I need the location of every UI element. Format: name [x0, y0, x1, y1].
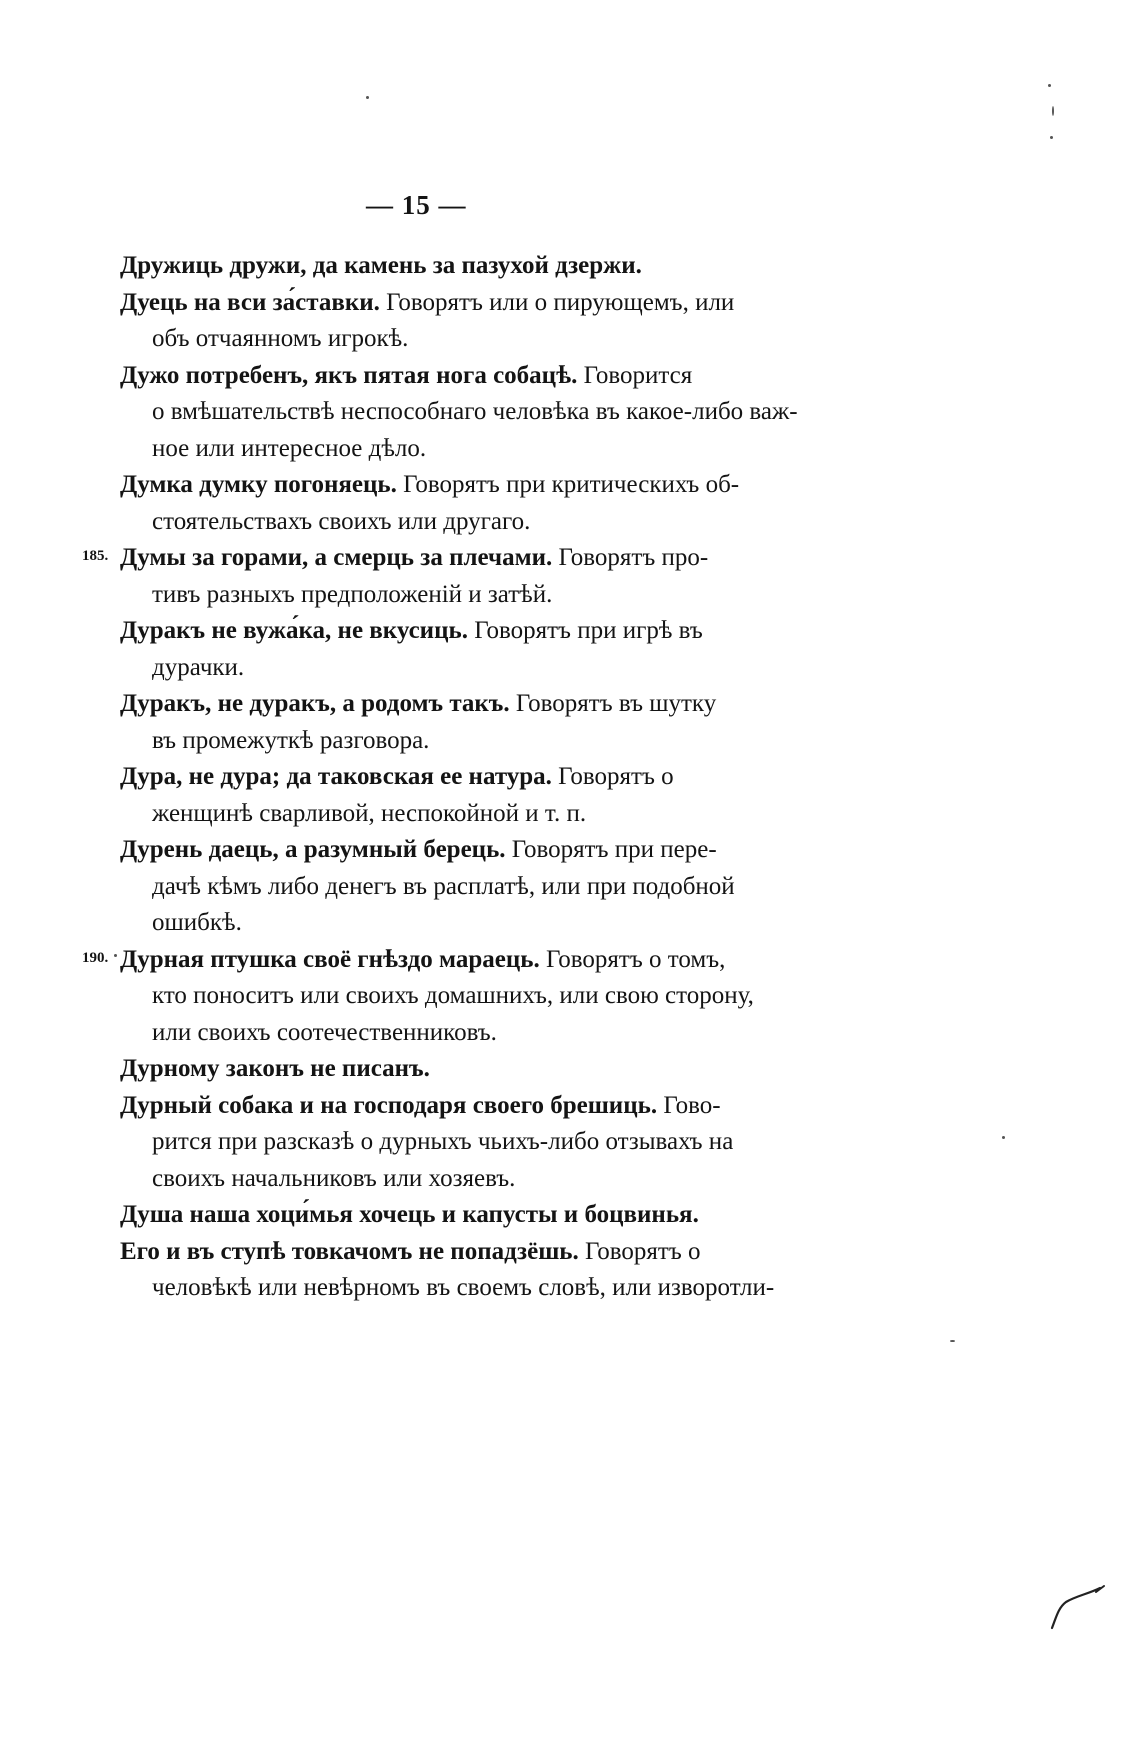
- commentary-text: Говорятъ при пере-: [505, 836, 717, 863]
- proverb-entry: [82, 942, 770, 1052]
- text-line: [120, 358, 770, 395]
- commentary-text: Говорятъ при игрѣ въ: [467, 617, 703, 644]
- text-line: [120, 686, 770, 723]
- proverb-text: Дужо потребенъ, якъ пятая нога собацѣ.: [120, 361, 578, 389]
- proverb-text: Дуракъ, не дуракъ, а родомъ такъ.: [120, 690, 510, 717]
- text-line: [120, 613, 770, 650]
- proverb-text: Дурному законъ не писанъ.: [120, 1055, 430, 1082]
- commentary-text: кто поноситъ или своихъ домашнихъ, или свою сторону,: [152, 982, 754, 1009]
- text-line: [120, 650, 770, 687]
- paper-speck: [1048, 84, 1051, 87]
- paper-speck: [950, 1340, 955, 1342]
- proverb-entry: [120, 1234, 775, 1307]
- text-line: [120, 285, 770, 322]
- text-line: [120, 540, 770, 577]
- proverb-text: Думка думку погоняець.: [120, 471, 397, 498]
- commentary-text: Говорятъ о: [578, 1237, 701, 1265]
- paper-speck: [1050, 136, 1053, 139]
- proverb-entry: [120, 248, 770, 285]
- commentary-text: Говорятъ при критическихъ об-: [396, 471, 740, 498]
- commentary-text: рится при разсказѣ о дурныхъ чьихъ-либо отзывахъ на: [152, 1128, 734, 1155]
- proverb-text: Его и въ ступѣ товкачомъ не попадзёшь.: [120, 1237, 579, 1265]
- proverb-text: Дурный собака и на господаря своего брешиць.: [120, 1091, 658, 1119]
- commentary-text: ное или интересное дѣло.: [152, 434, 427, 462]
- commentary-text: Говорятъ о: [551, 763, 674, 790]
- proverb-text: Дуець на вси за́ставки.: [120, 288, 380, 316]
- text-line: [120, 1124, 770, 1161]
- proverb-text: Дуракъ не вужа́ка, не вкусиць.: [120, 617, 468, 644]
- proverb-text: Душа наша хоци́мья хочець и капусты и боцвинья.: [120, 1201, 699, 1228]
- entry-number: 190.: [82, 949, 109, 966]
- proverb-entry: [120, 832, 770, 942]
- text-line: [120, 723, 770, 760]
- commentary-text: дурачки.: [152, 653, 245, 681]
- text-line: [120, 1234, 770, 1271]
- proverb-entry: [120, 613, 770, 686]
- commentary-text: своихъ начальниковъ или хозяевъ.: [152, 1164, 516, 1192]
- proverb-text: Дурная птушка своё гнѣздо мараець.: [120, 945, 540, 973]
- text-line: [120, 248, 770, 285]
- text-line: [120, 1088, 770, 1125]
- proverb-entry: [82, 540, 770, 613]
- paper-speck: [1052, 106, 1054, 116]
- proverb-entry: [120, 759, 770, 832]
- commentary-text: Говорятъ или о пирующемъ, или: [379, 288, 735, 316]
- proverb-text: Думы за горами, а смерць за плечами.: [120, 544, 553, 571]
- proverb-entry: [120, 467, 770, 540]
- proverb-entry: [120, 1051, 770, 1088]
- text-line: [120, 1051, 770, 1088]
- proverb-text: Дружиць дружи, да камень за пазухой дзержи.: [120, 252, 642, 279]
- page-number: — 15 —: [366, 190, 467, 220]
- text-line: [120, 832, 770, 869]
- text-line: [120, 796, 770, 833]
- text-line: [120, 978, 770, 1015]
- commentary-text: или своихъ соотечественниковъ.: [152, 1018, 497, 1046]
- proverb-entry: [120, 285, 770, 358]
- text-line: [120, 905, 770, 942]
- text-line: [120, 504, 770, 541]
- proverb-entry: [120, 358, 798, 468]
- commentary-text: дачѣ кѣмъ либо денегъ въ расплатѣ, или при подобной: [152, 872, 735, 900]
- commentary-text: объ отчаянномъ игрокѣ.: [152, 325, 409, 352]
- proverb-text: Дурень даець, а разумный берець.: [120, 836, 506, 863]
- text-line: [120, 1197, 770, 1234]
- commentary-text: Гово-: [657, 1091, 721, 1119]
- text-line: [120, 467, 770, 504]
- paper-speck: [1002, 1136, 1005, 1139]
- commentary-text: человѣкѣ или невѣрномъ въ своемъ словѣ, или изворотли-: [152, 1274, 775, 1301]
- proverb-entry: [120, 1197, 770, 1234]
- commentary-text: тивъ разныхъ предположеній и затѣй.: [152, 580, 553, 608]
- text-line: [120, 394, 798, 431]
- commentary-text: ошибкѣ.: [152, 909, 242, 936]
- paper-speck: [366, 96, 369, 99]
- proverb-text: Дура, не дура; да таковская ее натура.: [120, 763, 552, 790]
- commentary-text: Говорятъ о томъ,: [539, 945, 726, 973]
- text-line: [120, 1270, 775, 1307]
- text-line: [120, 431, 770, 468]
- commentary-text: женщинѣ сварливой, неспокойной и т. п.: [152, 799, 587, 827]
- commentary-text: Говорятъ въ шутку: [509, 690, 717, 717]
- proverb-list: [0, 248, 1140, 1307]
- text-line: [120, 1161, 770, 1198]
- text-line: [120, 321, 770, 358]
- commentary-text: стоятельствахъ своихъ или другаго.: [152, 507, 531, 535]
- text-line: [120, 869, 770, 906]
- paper-speck: [114, 954, 117, 957]
- text-line: [120, 577, 770, 614]
- text-line: [120, 942, 770, 979]
- text-line: [120, 1015, 770, 1052]
- proverb-entry: [120, 1088, 770, 1198]
- commentary-text: Говорятъ про-: [552, 544, 709, 571]
- entry-number: 185.: [82, 548, 109, 564]
- commentary-text: о вмѣшательствѣ неспособнаго человѣка въ какое-либо важ-: [152, 398, 798, 425]
- text-line: [120, 759, 770, 796]
- commentary-text: въ промежуткѣ разговора.: [152, 726, 430, 754]
- pencil-mark-icon: [1048, 1582, 1108, 1632]
- commentary-text: Говорится: [577, 361, 693, 389]
- proverb-entry: [120, 686, 770, 759]
